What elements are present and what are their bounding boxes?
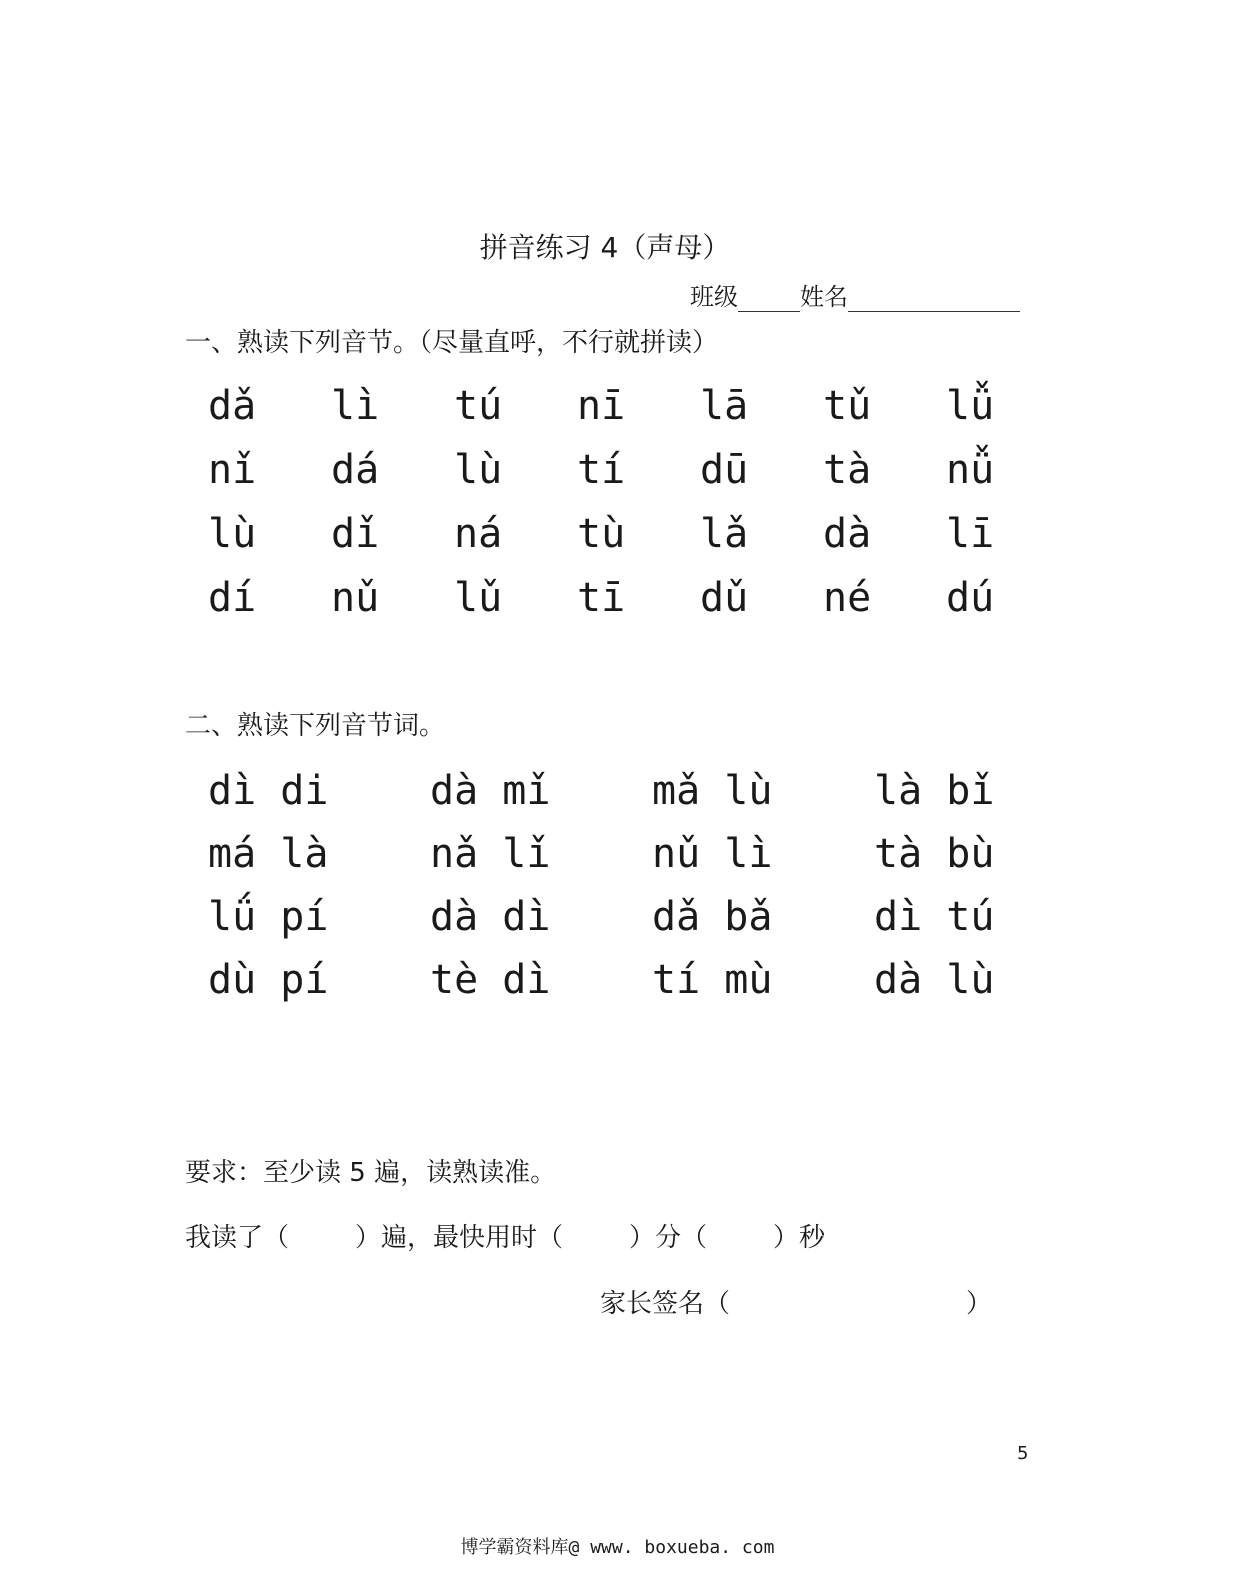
syllable-word: nǎ lǐ <box>430 831 551 877</box>
syllable: lā <box>700 383 749 429</box>
syllable-word: dì tú <box>874 894 995 940</box>
parent-signature-label: 家长签名（ <box>600 1289 731 1319</box>
syllable: lù <box>454 447 503 493</box>
syllable: tà <box>823 447 872 493</box>
word-row <box>208 828 1096 891</box>
syllable-row <box>208 380 1069 444</box>
syllable: nī <box>577 383 626 429</box>
syllable-word: tà bù <box>874 831 995 877</box>
syllable-row <box>208 508 1069 572</box>
syllable: lī <box>946 511 995 557</box>
syllable: nǐ <box>208 447 257 493</box>
syllable: tù <box>577 511 626 557</box>
syllable: tǔ <box>823 383 872 429</box>
word-row <box>208 954 1096 1017</box>
syllable-grid <box>208 380 1069 636</box>
requirement-text: 要求：至少读 5 遍，读熟读准。 <box>185 1158 557 1188</box>
syllable: nǔ <box>331 575 380 621</box>
word-grid <box>208 765 1096 1017</box>
syllable: dí <box>208 575 257 621</box>
syllable-word: dǎ bǎ <box>652 894 773 940</box>
syllable: dǐ <box>331 511 380 557</box>
syllable-word: mǎ lù <box>652 768 773 814</box>
syllable: ná <box>454 511 503 557</box>
syllable-word: má là <box>208 831 329 877</box>
syllable: dǎ <box>208 383 257 429</box>
syllable-word: lǘ pí <box>208 894 329 940</box>
reading-time-prefix: ）遍，最快用时（ <box>355 1223 564 1253</box>
parent-signature-close: ） <box>966 1289 993 1319</box>
syllable-word: dù pí <box>208 957 329 1003</box>
page-title: 拼音练习 4（声母） <box>479 231 731 264</box>
name-label: 姓名 <box>800 283 848 311</box>
syllable-word: tè dì <box>430 957 551 1003</box>
syllable: tí <box>577 447 626 493</box>
class-name-line <box>690 277 1020 312</box>
syllable-word: tí mù <box>652 957 773 1003</box>
word-row <box>208 891 1096 954</box>
syllable: lù <box>208 511 257 557</box>
page-number: 5 <box>1017 1443 1029 1464</box>
syllable-row <box>208 444 1069 508</box>
syllable: dū <box>700 447 749 493</box>
seconds-label: ）秒 <box>773 1223 826 1253</box>
syllable: tú <box>454 383 503 429</box>
syllable: tī <box>577 575 626 621</box>
syllable: dà <box>823 511 872 557</box>
syllable-word: nǔ lì <box>652 831 773 877</box>
syllable-word: dì di <box>208 768 329 814</box>
syllable: lǚ <box>946 383 995 429</box>
section1-heading: 一、熟读下列音节。（尽量直呼，不行就拼读） <box>185 328 719 358</box>
syllable: dǔ <box>700 575 749 621</box>
syllable-word: dà lù <box>874 957 995 1003</box>
reading-count-prefix: 我读了（ <box>185 1223 290 1253</box>
section2-heading: 二、熟读下列音节词。 <box>185 711 446 741</box>
syllable: dá <box>331 447 380 493</box>
syllable: lǔ <box>454 575 503 621</box>
class-blank[interactable] <box>738 289 800 312</box>
reading-record-line <box>185 1217 825 1254</box>
syllable: dú <box>946 575 995 621</box>
syllable: lì <box>331 383 380 429</box>
syllable: né <box>823 575 872 621</box>
syllable-row <box>208 572 1069 636</box>
minutes-label: ）分（ <box>629 1223 708 1253</box>
name-blank[interactable] <box>848 289 1020 312</box>
syllable: nǚ <box>946 447 995 493</box>
syllable-word: dà dì <box>430 894 551 940</box>
syllable-word: dà mǐ <box>430 768 551 814</box>
word-row <box>208 765 1096 828</box>
footer-watermark: 博学霸资料库@ www. boxueba. com <box>460 1537 775 1558</box>
class-label: 班级 <box>690 283 738 311</box>
parent-signature-line <box>600 1283 992 1320</box>
syllable: lǎ <box>700 511 749 557</box>
syllable-word: là bǐ <box>874 768 995 814</box>
